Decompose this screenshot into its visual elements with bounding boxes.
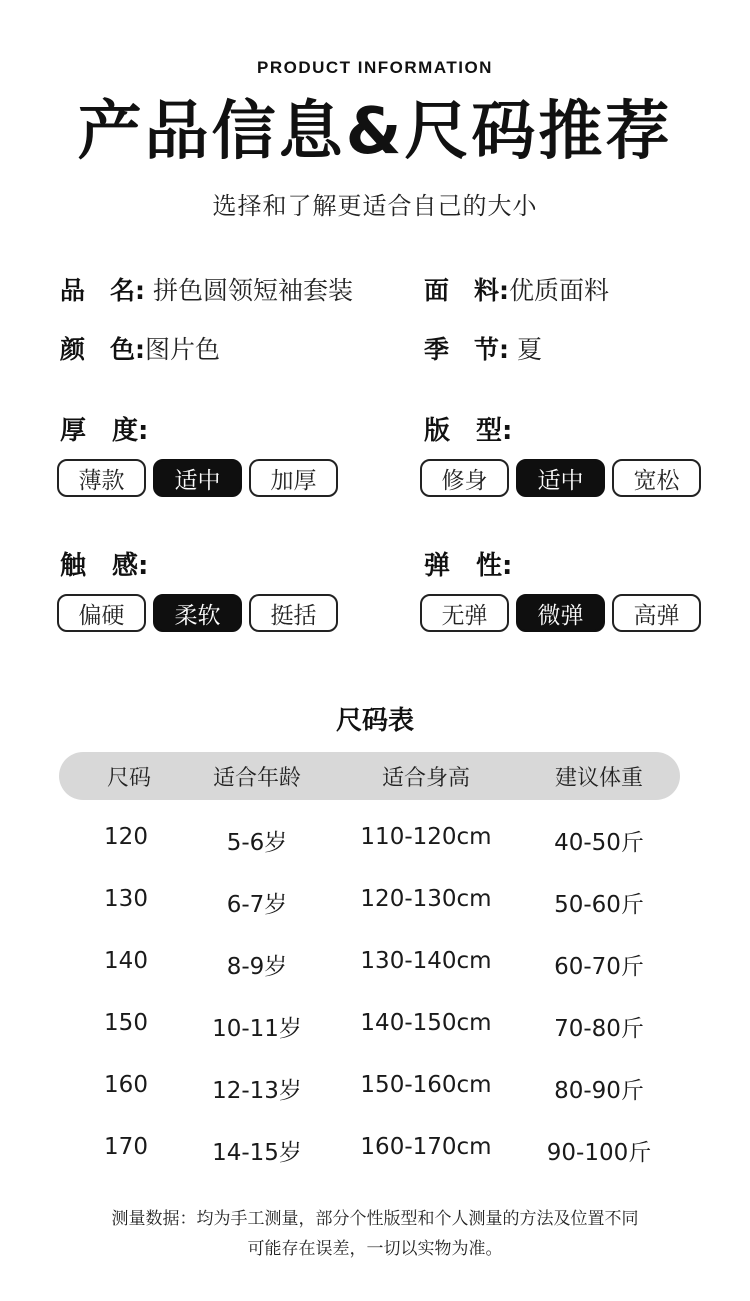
fit-option[interactable]: 宽松: [612, 459, 701, 497]
size-table-cell: 12-13岁: [212, 1078, 302, 1104]
measurement-note-line1: 测量数据：均为手工测量，部分个性版型和个人测量的方法及位置不同: [111, 1209, 639, 1229]
size-table-cell: 160-170cm: [360, 1134, 492, 1160]
info-name: [60, 275, 353, 307]
info-name-value: 拼色圆领短袖套装: [145, 276, 353, 305]
size-table-title: 尺码表: [335, 706, 414, 736]
thickness-label: 厚 度:: [60, 416, 149, 446]
size-table-header-cell: 尺码: [106, 766, 152, 791]
size-table-cell: 60-70斤: [554, 954, 644, 980]
info-color-value: 图片色: [145, 335, 221, 364]
size-table-cell: 150: [104, 1010, 148, 1036]
info-fabric-label: 面 料:: [424, 276, 509, 305]
size-table-cell: 80-90斤: [554, 1078, 644, 1104]
size-table-cell: 70-80斤: [554, 1016, 644, 1042]
touch-label: 触 感:: [60, 551, 149, 581]
fit-options: [420, 459, 701, 497]
page-subtitle: 选择和了解更适合自己的大小: [212, 192, 538, 220]
size-table-cell: 5-6岁: [226, 830, 288, 856]
elasticity-option[interactable]: 无弹: [420, 594, 509, 632]
size-table-header-cell: 适合年龄: [212, 766, 302, 791]
size-table-header-cell: 建议体重: [554, 766, 644, 791]
info-season: [424, 334, 542, 366]
elasticity-options: [420, 594, 701, 632]
info-fabric: [424, 275, 609, 307]
page-title: 产品信息&尺码推荐: [77, 95, 673, 169]
thickness-option[interactable]: 加厚: [249, 459, 338, 497]
elasticity-option[interactable]: 微弹: [516, 594, 605, 632]
info-season-label: 季 节:: [424, 335, 509, 364]
size-table-cell: 170: [104, 1134, 148, 1160]
fit-option[interactable]: 修身: [420, 459, 509, 497]
measurement-note-line2: 可能存在误差，一切以实物为准。: [247, 1239, 503, 1259]
size-table-cell: 120: [104, 824, 148, 850]
size-table-cell: 160: [104, 1072, 148, 1098]
thickness-option[interactable]: 适中: [153, 459, 242, 497]
elasticity-label: 弹 性:: [424, 551, 513, 581]
size-table-header-cell: 适合身高: [381, 766, 471, 791]
size-table-cell: 110-120cm: [360, 824, 492, 850]
info-color: [60, 334, 220, 366]
elasticity-option[interactable]: 高弹: [612, 594, 701, 632]
fit-label: 版 型:: [424, 416, 513, 446]
size-table-cell: 50-60斤: [554, 892, 644, 918]
info-season-value: 夏: [509, 335, 542, 364]
size-table-cell: 120-130cm: [360, 886, 492, 912]
thickness-options: [57, 459, 338, 497]
touch-option[interactable]: 偏硬: [57, 594, 146, 632]
size-table-cell: 130-140cm: [360, 948, 492, 974]
info-name-label: 品 名:: [60, 276, 145, 305]
touch-option[interactable]: 挺括: [249, 594, 338, 632]
fit-option[interactable]: 适中: [516, 459, 605, 497]
size-table-cell: 130: [104, 886, 148, 912]
info-fabric-value: 优质面料: [509, 276, 610, 305]
size-table-cell: 150-160cm: [360, 1072, 492, 1098]
size-table-cell: 140-150cm: [360, 1010, 492, 1036]
size-table-cell: 10-11岁: [212, 1016, 302, 1042]
size-table-cell: 140: [104, 948, 148, 974]
size-table-cell: 14-15岁: [212, 1140, 302, 1166]
size-table-cell: 6-7岁: [226, 892, 288, 918]
eyebrow-text: PRODUCT INFORMATION: [257, 58, 493, 77]
size-table-cell: 40-50斤: [554, 830, 644, 856]
touch-options: [57, 594, 338, 632]
size-table-cell: 90-100斤: [546, 1140, 652, 1166]
touch-option[interactable]: 柔软: [153, 594, 242, 632]
size-table-cell: 8-9岁: [226, 954, 288, 980]
thickness-option[interactable]: 薄款: [57, 459, 146, 497]
info-color-label: 颜 色:: [60, 335, 145, 364]
